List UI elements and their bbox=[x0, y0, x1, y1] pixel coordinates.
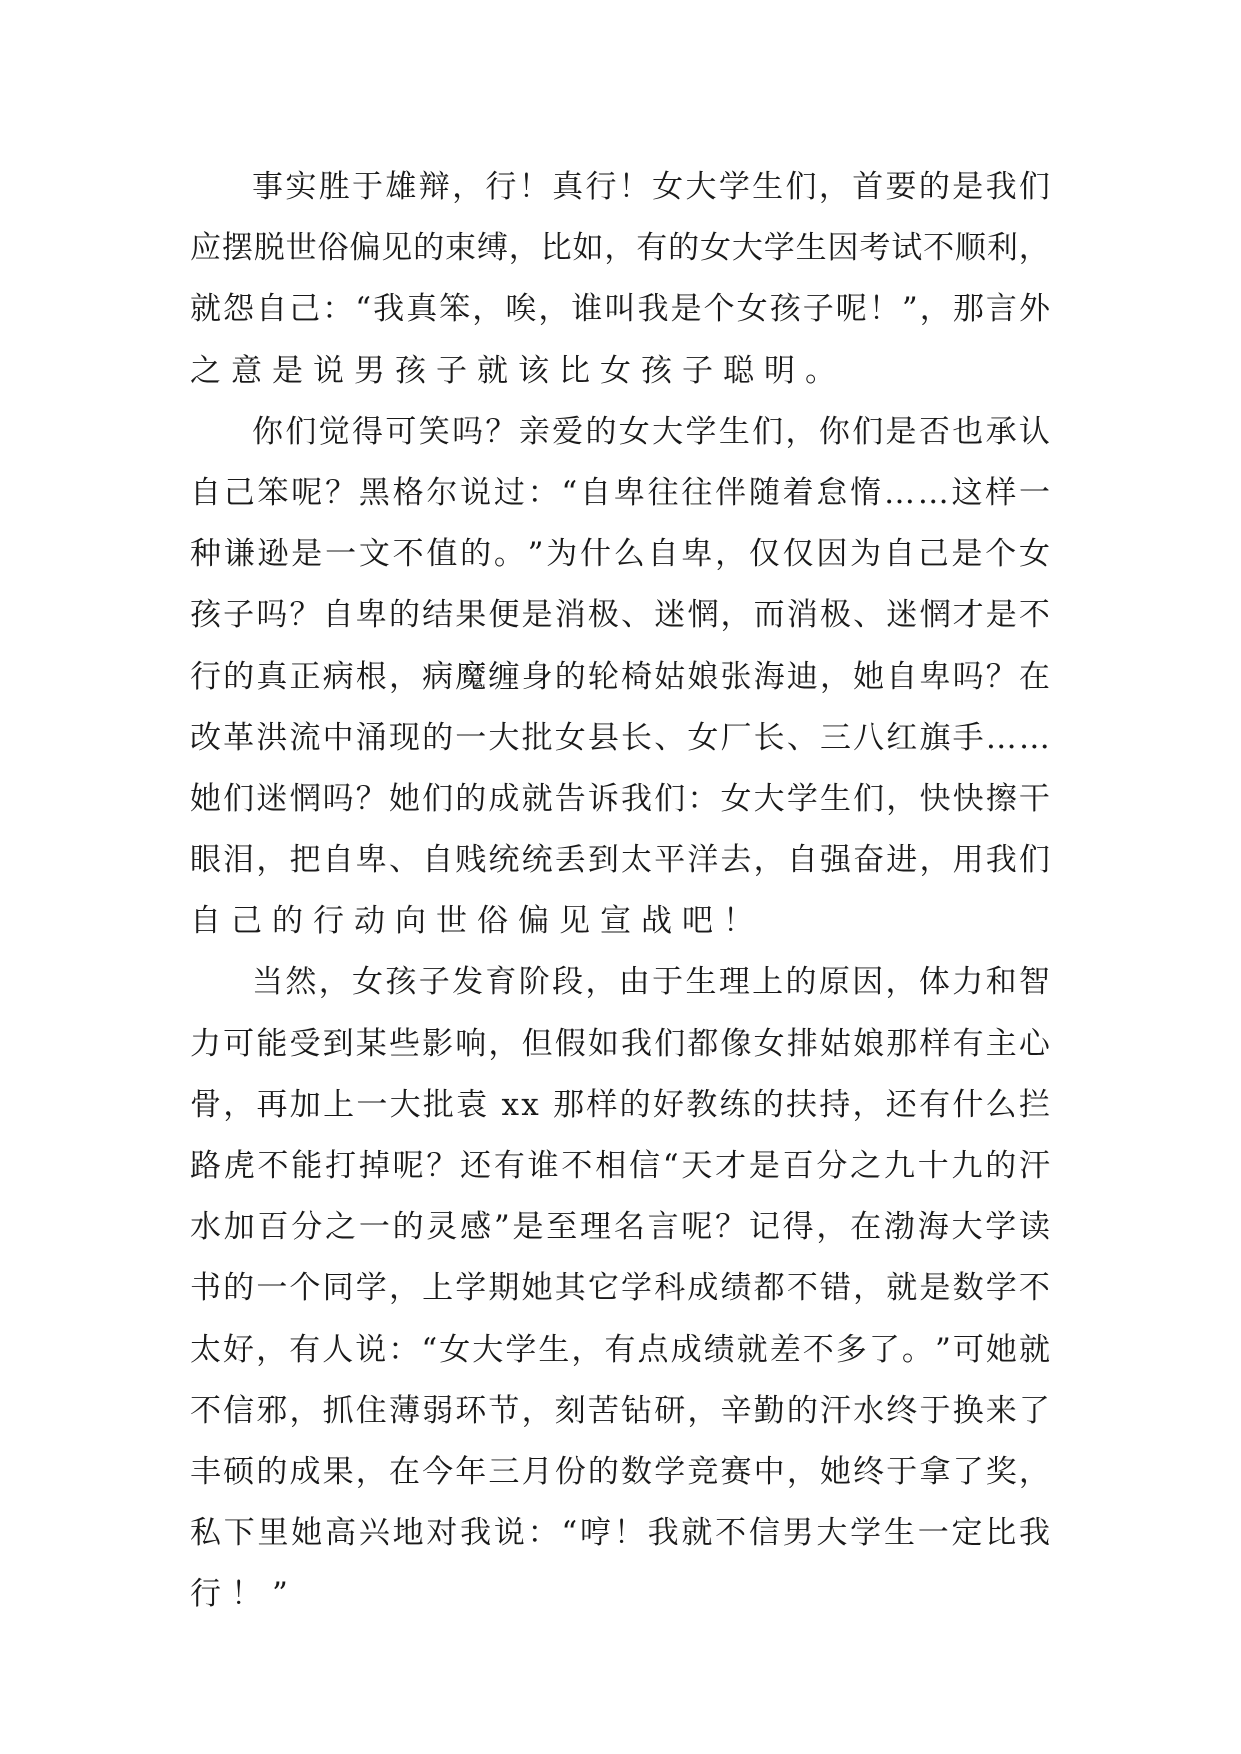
text-line: 当 然 ， 女 孩 子 发 育 阶 段 ， 由 于 生 理 上 的 原 因 ， 体 力 和 智 bbox=[252, 964, 1050, 1001]
paragraph-2 bbox=[190, 402, 1050, 953]
text-line: 太 好 ， 有 人 说 ： “ 女 大 学 生 ， 有 点 成 绩 就 差 不 多 了 。 ” 可 她 就 bbox=[190, 1331, 1050, 1368]
text-line: 自 己 笨 呢 ？ 黑 格 尔 说 过 ： “ 自 卑 往 往 伴 随 着 怠 惰 … … 这 样 一 bbox=[190, 474, 1050, 511]
text-line: 行 的 真 正 病 根 ， 病 魔 缠 身 的 轮 椅 姑 娘 张 海 迪 ， 她 自 卑 吗 ？ 在 bbox=[190, 658, 1050, 695]
document-body bbox=[190, 157, 1050, 1626]
paragraph-3 bbox=[190, 952, 1050, 1625]
text-line: 你 们 觉 得 可 笑 吗 ？ 亲 爱 的 女 大 学 生 们 ， 你 们 是 否 也 承 认 bbox=[252, 413, 1050, 450]
text-line: 孩 子 吗 ？ 自 卑 的 结 果 便 是 消 极 、 迷 惘 ， 而 消 极 、 迷 惘 才 是 不 bbox=[190, 597, 1050, 634]
text-line: 事 实 胜 于 雄 辩 ， 行 ！ 真 行 ！ 女 大 学 生 们 ， 首 要 的 是 我 们 bbox=[252, 169, 1050, 205]
text-line: 行！” bbox=[190, 1576, 298, 1613]
text-line: 种 谦 逊 是 一 文 不 值 的 。 ” 为 什 么 自 卑 ， 仅 仅 因 为 自 己 是 个 女 bbox=[190, 536, 1050, 573]
text-line: 改 革 洪 流 中 涌 现 的 一 大 批 女 县 长 、 女 厂 长 、 三 八 红 旗 手 … … bbox=[190, 719, 1050, 756]
text-line: 骨 ， 再 加 上 一 大 批 袁 x x 那 样 的 好 教 练 的 扶 持 ， 还 有 什 么 拦 bbox=[190, 1086, 1050, 1123]
text-line: 自己的行动向世俗偏见宣战吧！ bbox=[190, 903, 764, 940]
text-line: 书 的 一 个 同 学 ， 上 学 期 她 其 它 学 科 成 绩 都 不 错 ， 就 是 数 学 不 bbox=[190, 1270, 1050, 1307]
paragraph-1 bbox=[190, 157, 1050, 402]
text-line: 力 可 能 受 到 某 些 影 响 ， 但 假 如 我 们 都 像 女 排 姑 娘 那 样 有 主 心 bbox=[190, 1025, 1050, 1062]
text-line: 丰 硕 的 成 果 ， 在 今 年 三 月 份 的 数 学 竞 赛 中 ， 她 终 于 拿 了 奖 ， bbox=[190, 1453, 1050, 1490]
text-line: 眼 泪 ， 把 自 卑 、 自 贱 统 统 丢 到 太 平 洋 去 ， 自 强 奋 进 ， 用 我 们 bbox=[190, 842, 1050, 879]
text-line: 就 怨 自 己 ： “ 我 真 笨 ， 唉 ， 谁 叫 我 是 个 女 孩 子 呢 ！ ” ， 那 言 外 bbox=[190, 291, 1050, 328]
text-line: 不 信 邪 ， 抓 住 薄 弱 环 节 ， 刻 苦 钻 研 ， 辛 勤 的 汗 水 终 于 换 来 了 bbox=[190, 1392, 1050, 1429]
text-line: 私 下 里 她 高 兴 地 对 我 说 ： “ 哼 ！ 我 就 不 信 男 大 学 生 一 定 比 我 bbox=[190, 1515, 1050, 1552]
text-line: 路 虎 不 能 打 掉 呢 ？ 还 有 谁 不 相 信 “ 天 才 是 百 分 之 九 十 九 的 汗 bbox=[190, 1148, 1050, 1184]
text-line: 应 摆 脱 世 俗 偏 见 的 束 缚 ， 比 如 ， 有 的 女 大 学 生 因 考 试 不 顺 利 ， bbox=[190, 230, 1050, 267]
text-line: 她 们 迷 惘 吗 ？ 她 们 的 成 就 告 诉 我 们 ： 女 大 学 生 们 ， 快 快 擦 干 bbox=[190, 780, 1050, 817]
text-line: 之意是说男孩子就该比女孩子聪明。 bbox=[190, 352, 846, 389]
text-line: 水 加 百 分 之 一 的 灵 感 ” 是 至 理 名 言 呢 ？ 记 得 ， 在 渤 海 大 学 读 bbox=[190, 1209, 1050, 1246]
